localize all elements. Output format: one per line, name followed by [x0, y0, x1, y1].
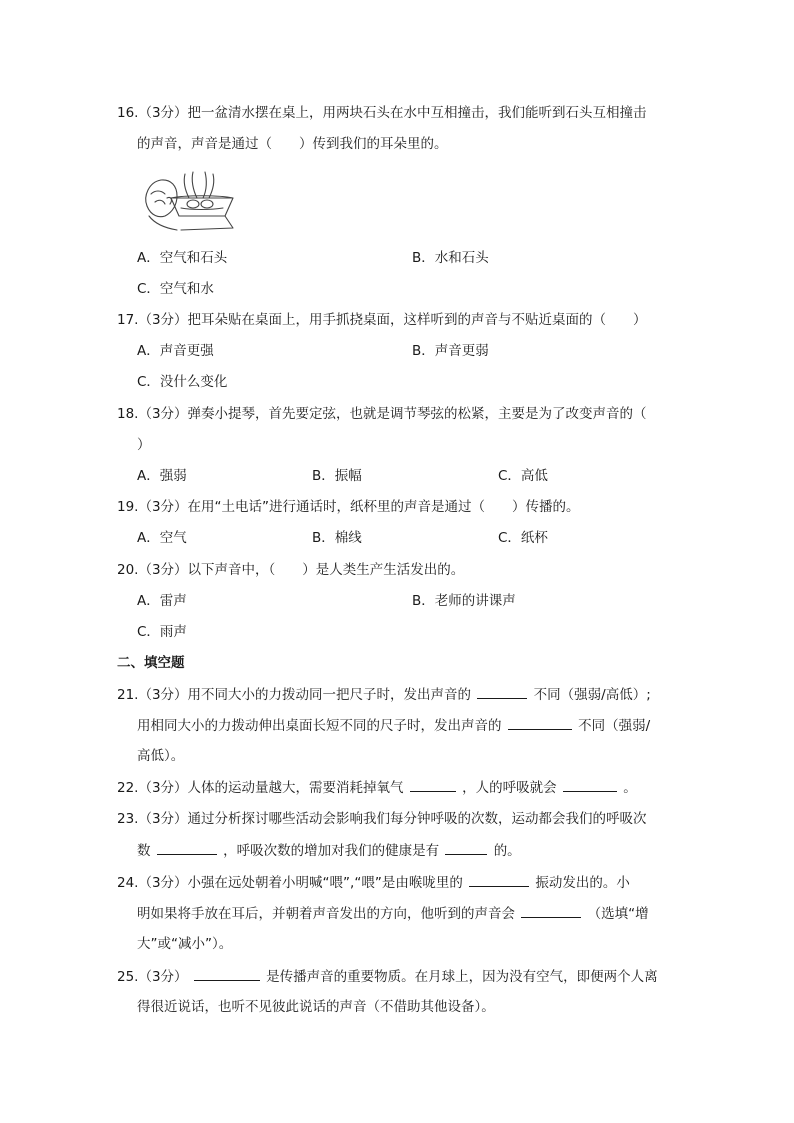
- question-21-line-1: [117, 684, 651, 705]
- question-23-text-a: 数: [137, 843, 151, 859]
- question-18-option-c[interactable]: C．高低: [498, 468, 548, 484]
- answer-blank-21-1[interactable]: [477, 684, 527, 699]
- question-24-line-1: [117, 872, 630, 893]
- question-19-option-c[interactable]: C．纸杯: [498, 530, 548, 546]
- question-16-option-b[interactable]: B．水和石头: [412, 250, 489, 266]
- question-20-text: 20.（3分）以下声音中，（ ）是人类生产生活发出的。: [117, 562, 465, 578]
- question-23-line-1: 23.（3分）通过分析探讨哪些活动会影响我们每分钟呼吸的次数，运动都会我们的呼吸次: [117, 811, 647, 827]
- question-19-option-b[interactable]: B．棉线: [312, 530, 362, 546]
- question-17-option-c[interactable]: C．没什么变化: [137, 374, 228, 390]
- question-20-option-a[interactable]: A．雷声: [137, 593, 187, 609]
- section-heading-fill-in: 二、填空题: [117, 655, 185, 671]
- answer-blank-24-1[interactable]: [469, 872, 529, 887]
- question-22-text-c: 。: [623, 780, 637, 796]
- question-18-option-b[interactable]: B．振幅: [312, 468, 362, 484]
- question-24-text-d: （选填“增: [587, 906, 649, 922]
- question-21-line-2: [137, 715, 650, 736]
- question-25-text-a: 25.（3分）: [117, 969, 188, 985]
- question-20-option-b[interactable]: B．老师的讲课声: [412, 593, 516, 609]
- answer-blank-21-2[interactable]: [508, 715, 572, 730]
- question-18-text-cont: ）: [137, 437, 151, 453]
- question-25-line-2: 得很近说话，也听不见彼此说话的声音（不借助其他设备）。: [137, 999, 495, 1015]
- question-23-line-2: [137, 840, 521, 861]
- answer-blank-22-1[interactable]: [410, 777, 456, 792]
- question-17-text: 17.（3分）把耳朵贴在桌面上，用手抓挠桌面，这样听到的声音与不贴近桌面的（ ）: [117, 312, 647, 328]
- question-25-line-1: [117, 966, 658, 987]
- question-21-text-b: 不同（强弱/高低）;: [533, 687, 651, 703]
- answer-blank-22-2[interactable]: [563, 777, 617, 792]
- question-17-option-a[interactable]: A．声音更强: [137, 343, 214, 359]
- question-25-text-b: 是传播声音的重要物质。在月球上，因为没有空气，即便两个人离: [266, 969, 658, 985]
- question-22-line: [117, 777, 637, 798]
- question-19-text: 19.（3分）在用“土电话”进行通话时，纸杯里的声音是通过（ ）传播的。: [117, 499, 580, 515]
- question-21-text-d: 不同（强弱/: [578, 718, 651, 734]
- question-16-text: 16.（3分）把一盆清水摆在桌上，用两块石头在水中互相撞击，我们能听到石头互相撞击: [117, 105, 647, 121]
- question-21-text-a: 21.（3分）用不同大小的力拨动同一把尺子时，发出声音的: [117, 687, 472, 703]
- question-22-text-a: 22.（3分）人体的运动量越大，需要消耗掉氧气: [117, 780, 404, 796]
- question-16-option-a[interactable]: A．空气和石头: [137, 250, 228, 266]
- question-18-text: 18.（3分）弹奏小提琴，首先要定弦，也就是调节琴弦的松紧，主要是为了改变声音的（: [117, 406, 647, 422]
- question-16-text-cont: 的声音，声音是通过（ ）传到我们的耳朵里的。: [137, 136, 448, 152]
- question-24-text-a: 24.（3分）小强在远处朝着小明喊“喂”,“喂”是由喉咙里的: [117, 875, 463, 891]
- question-21-line-3: 高低）。: [137, 748, 185, 764]
- answer-blank-25-1[interactable]: [194, 966, 260, 981]
- question-23-text-b: ，呼吸次数的增加对我们的健康是有: [223, 843, 440, 859]
- question-24-line-2: [137, 903, 649, 924]
- question-24-text-b: 振动发出的。小: [535, 875, 630, 891]
- stones-in-water-illustration: [141, 168, 237, 232]
- answer-blank-23-1[interactable]: [157, 840, 217, 855]
- question-19-option-a[interactable]: A．空气: [137, 530, 187, 546]
- question-21-text-c: 用相同大小的力拨动伸出桌面长短不同的尺子时，发出声音的: [137, 718, 502, 734]
- question-20-option-c[interactable]: C．雨声: [137, 624, 187, 640]
- question-16-option-c[interactable]: C．空气和水: [137, 281, 214, 297]
- question-22-text-b: ，人的呼吸就会: [462, 780, 557, 796]
- question-18-option-a[interactable]: A．强弱: [137, 468, 187, 484]
- answer-blank-23-2[interactable]: [445, 840, 487, 855]
- question-17-option-b[interactable]: B．声音更弱: [412, 343, 489, 359]
- question-23-text-c: 的。: [493, 843, 521, 859]
- question-24-text-c: 明如果将手放在耳后，并朝着声音发出的方向，他听到的声音会: [137, 906, 515, 922]
- question-24-line-3: 大”或“减小”）。: [137, 936, 233, 952]
- answer-blank-24-2[interactable]: [521, 903, 581, 918]
